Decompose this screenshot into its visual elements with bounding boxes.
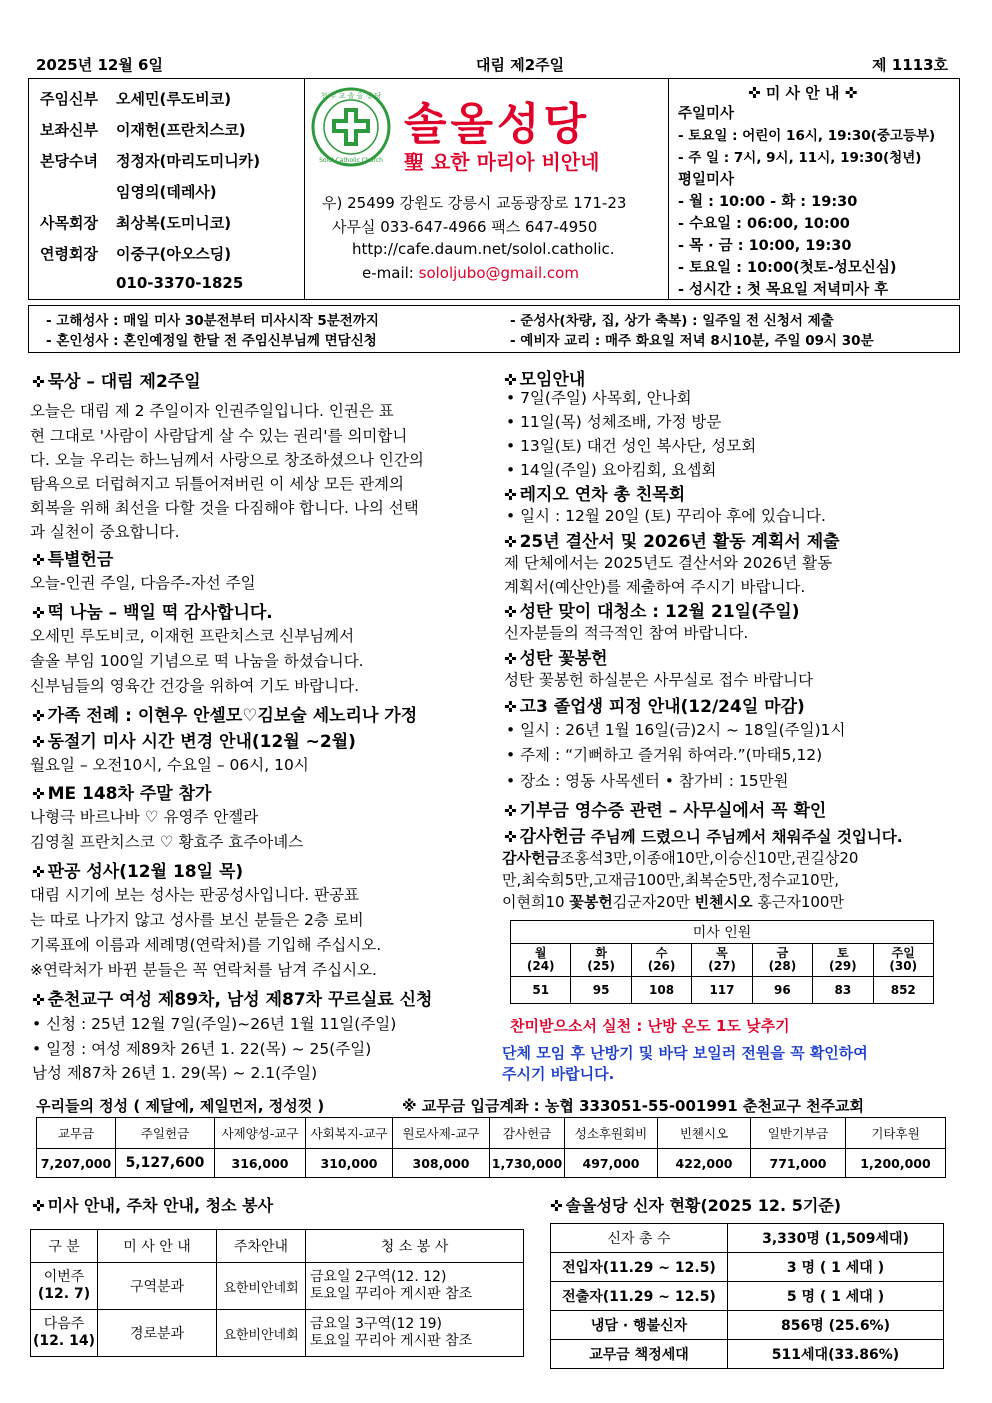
- judgment-line: 는 따로 나가지 않고 성사를 보신 분들은 2층 로비: [30, 911, 364, 929]
- meeting-line: • 11일(목) 성체조배, 가정 방문: [506, 413, 722, 431]
- special-offering-title: 특별헌금: [47, 550, 114, 570]
- meditation-line: 탐욕으로 더럽혀지고 뒤틀어져버린 이 세상 모든 관계의: [30, 475, 404, 493]
- retreat-line: • 일시 : 26년 1월 16일(금)2시 ~ 18일(주일)1시: [506, 721, 846, 739]
- offering-header: 일반기부금: [751, 1118, 846, 1149]
- members-value: 5 명 ( 1 세대 ): [728, 1282, 944, 1311]
- clover-icon: ✜: [504, 533, 517, 551]
- thanks-line: 만,최숙희5만,고재금100만,최복순5만,정수교10만,: [502, 871, 839, 889]
- creation-title: 찬미받으소서 실천 : 난방 온도 1도 낮추기: [510, 1017, 790, 1035]
- mass-line: - 토요일 : 어린이 16시, 19:30(중고등부): [678, 128, 936, 144]
- staff-row: 주임신부 오세민(루도비코): [40, 90, 232, 108]
- attendance-day: 주일 (30): [873, 944, 933, 977]
- offering-value: 310,000: [306, 1149, 393, 1178]
- creation-line: 단체 모임 후 난방기 및 바닥 보일러 전원을 꼭 확인하여: [502, 1044, 868, 1062]
- clover-icon: ✜: [504, 698, 517, 716]
- rice-cake-title-row: [32, 598, 273, 623]
- svg-text:Solol Catholic Church: Solol Catholic Church: [319, 157, 383, 164]
- offering-header: 원로사제-교구: [393, 1118, 490, 1149]
- meeting-title: 모임안내: [519, 370, 586, 390]
- notice-marriage: - 혼인성사 : 혼인예정일 한달 전 주임신부님께 면담신청: [46, 333, 377, 349]
- flower-title: 성탄 꽃봉헌: [519, 649, 608, 669]
- parish-address: 우) 25499 강원도 강릉시 교동광장로 171-23: [322, 194, 627, 212]
- notice-confession: - 고해성사 : 매일 미사 30분전부터 미사시작 5분전까지: [46, 313, 379, 329]
- offering-header: 감사헌금: [490, 1118, 565, 1149]
- thanks-text: 이현희10: [502, 893, 570, 911]
- flower-offering-label: 꽃봉헌: [569, 893, 613, 911]
- clover-icon: ✜: [32, 373, 45, 391]
- members-label: 신자 총 수: [551, 1224, 728, 1253]
- liturgical-week: 대림 제2주일: [476, 56, 565, 74]
- thanks-text: 조홍석3만,이종애10만,이승신10만,권길상20: [559, 849, 859, 867]
- service-cleaning: 금요일 3구역(12 19) 토요일 꾸리아 게시판 참조: [306, 1310, 524, 1357]
- clover-icon: ✜: [844, 84, 858, 102]
- attendance-day: 월 (24): [511, 944, 571, 977]
- service-header: 구 분: [31, 1230, 98, 1263]
- clover-icon: ✜: [32, 991, 45, 1009]
- parish-patron: 聖 요한 마리아 비안네: [404, 150, 600, 174]
- mass-line: 주일미사: [678, 106, 735, 122]
- staff-row: 본당수녀 정정자(마리도미니카): [40, 152, 261, 170]
- retreat-title-row: [504, 692, 805, 717]
- offering-header: 기타후원: [846, 1118, 946, 1149]
- divider: [668, 78, 669, 300]
- retreat-line: • 장소 : 영동 사목센터 • 참가비 : 15만원: [506, 772, 789, 790]
- judgment-line: ※연락처가 바뀐 분들은 꼭 연락처를 남겨 주십시오.: [30, 961, 377, 979]
- me-title-row: [32, 779, 211, 804]
- rice-cake-line: 오세민 루도비코, 이재헌 프란치스코 신부님께서: [30, 627, 355, 645]
- clover-icon: ✜: [32, 785, 45, 803]
- winter-mass-title-row: [32, 727, 356, 752]
- thanks-text: 김군자20만: [612, 893, 695, 911]
- staff-row: 사목회장 최상복(도미니코): [40, 214, 232, 232]
- service-table-wrap: [30, 1229, 524, 1357]
- attendance-table-wrap: [510, 920, 934, 1004]
- service-table: [30, 1229, 524, 1357]
- clover-icon: ✜: [504, 486, 517, 504]
- offering-account: ※ 교무금 입금계좌 : 농협 333051-55-001991 춘천교구 천주교회: [402, 1097, 865, 1115]
- cursillo-title: 춘천교구 여성 제89차, 남성 제87차 꾸르실료 신청: [47, 990, 433, 1010]
- staff-row: 임영의(데레사): [116, 183, 217, 201]
- attendance-count: 95: [571, 977, 631, 1004]
- cleaning-title-row: [504, 597, 799, 622]
- service-week: 다음주 (12. 14): [31, 1310, 98, 1357]
- clover-icon: ✜: [504, 828, 517, 846]
- plan-title-row: [504, 527, 840, 552]
- flower-text: 성탄 꽃봉헌 하실분은 사무실로 접수 바랍니다: [504, 671, 814, 689]
- offering-table: [36, 1117, 946, 1178]
- service-cleaning: 금요일 2구역(12. 12) 토요일 꾸리아 게시판 참조: [306, 1263, 524, 1310]
- notice-catechism: - 예비자 교리 : 매주 화요일 저녁 8시10분, 주일 09시 30분: [510, 333, 874, 349]
- members-label: 전출자(11.29 ~ 12.5): [551, 1282, 728, 1311]
- me-line: 김영칠 프란치스코 ♡ 황효주 효주아녜스: [30, 833, 304, 851]
- clover-icon: ✜: [504, 603, 517, 621]
- meditation-line: 다. 오늘 우리는 하느님께서 사랑으로 창조하셨으나 인간의: [30, 451, 424, 469]
- cursillo-line: 남성 제87차 26년 1. 29(목) ~ 2.1(주일): [32, 1064, 318, 1082]
- service-mass: 구역분과: [98, 1263, 217, 1310]
- cursillo-title-row: [32, 985, 432, 1010]
- divider: [304, 78, 305, 300]
- attendance-day: 목 (27): [692, 944, 752, 977]
- service-title: 미사 안내, 주차 안내, 청소 봉사: [47, 1196, 274, 1215]
- members-title-row: [550, 1193, 841, 1216]
- winter-mass-title: 동절기 미사 시간 변경 안내(12월 ~2월): [47, 732, 356, 752]
- receipt-title-row: [504, 796, 826, 821]
- attendance-day: 수 (26): [631, 944, 691, 977]
- creation-line: 주시기 바랍니다.: [502, 1065, 615, 1083]
- judgment-title: 판공 성사(12월 18일 목): [47, 862, 244, 882]
- meeting-line: • 13일(토) 대건 성인 복사단, 성모회: [506, 437, 757, 455]
- plan-title: 25년 결산서 및 2026년 활동 계획서 제출: [519, 532, 840, 552]
- thanks-title-row: [504, 822, 903, 847]
- mass-line: 평일미사: [678, 172, 735, 188]
- issue-date: 2025년 12월 6일: [36, 56, 163, 74]
- offering-value: 771,000: [751, 1149, 846, 1178]
- clover-icon: ✜: [32, 863, 45, 881]
- offering-header: 성소후원회비: [565, 1118, 658, 1149]
- attendance-table: [510, 920, 934, 1004]
- mass-line: - 월 : 10:00 - 화 : 19:30: [678, 194, 858, 210]
- meeting-line: • 14일(주일) 요아킴회, 요셉회: [506, 461, 717, 479]
- service-parking: 요한비안네회: [217, 1310, 306, 1357]
- meditation-line: 회복을 위해 최선을 다할 것을 다짐해야 합니다. 나의 선택: [30, 499, 419, 517]
- mass-line: - 목 · 금 : 10:00, 19:30: [678, 238, 852, 254]
- meditation-line: 현 그대로 '사람이 사람답게 살 수 있는 권리'를 의미합니: [30, 427, 408, 445]
- attendance-day: 토 (29): [813, 944, 873, 977]
- parish-email[interactable]: sololjubo@gmail.com: [418, 264, 579, 282]
- members-value: 856명 (25.6%): [728, 1311, 944, 1340]
- offering-value: 497,000: [565, 1149, 658, 1178]
- attendance-count: 51: [511, 977, 571, 1004]
- attendance-day: 금 (28): [752, 944, 812, 977]
- clover-icon: ✜: [32, 604, 45, 622]
- mass-line: - 주 일 : 7시, 9시, 11시, 19:30(청년): [678, 150, 922, 166]
- service-title-row: [32, 1193, 273, 1216]
- attendance-count: 96: [752, 977, 812, 1004]
- attendance-count: 117: [692, 977, 752, 1004]
- thanks-line: [502, 846, 858, 870]
- receipt-title: 기부금 영수증 관련 – 사무실에서 꼭 확인: [519, 801, 827, 821]
- service-parking: 요한비안네회: [217, 1263, 306, 1310]
- cursillo-line: • 일정 : 여성 제89차 26년 1. 22(목) ~ 25(주일): [32, 1040, 372, 1058]
- offering-header: 주일헌금: [116, 1118, 215, 1149]
- attendance-count: 108: [631, 977, 691, 1004]
- clover-icon: ✜: [504, 371, 517, 389]
- offering-value: 5,127,600: [116, 1149, 215, 1178]
- offering-value: 1,200,000: [846, 1149, 946, 1178]
- special-offering-title-row: [32, 545, 113, 570]
- staff-row: 연령회장 이중구(아오스딩): [40, 245, 232, 263]
- attendance-day: 화 (25): [571, 944, 631, 977]
- retreat-line: • 주제 : “기뻐하고 즐거워 하여라.”(마태5,12): [506, 746, 823, 764]
- legio-text: • 일시 : 12월 20일 (토) 꾸리아 후에 있습니다.: [506, 507, 826, 525]
- offering-header: 사제양성-교구: [215, 1118, 306, 1149]
- vincent-label: 빈첸시오: [694, 893, 753, 911]
- mass-info-title-row: [748, 82, 857, 103]
- offering-title: 우리들의 정성 ( 제달에, 제일먼저, 정성껏 ): [36, 1097, 325, 1115]
- attendance-count: 852: [873, 977, 933, 1004]
- plan-line: 계획서(예산안)를 제출하여 주시기 바랍니다.: [504, 578, 806, 596]
- special-offering-text: 오늘-인권 주일, 다음주-자선 주일: [30, 574, 256, 592]
- clover-icon: ✜: [504, 650, 517, 668]
- staff-row: 보좌신부 이재헌(프란치스코): [40, 121, 246, 139]
- meeting-line: • 7일(주일) 사목회, 안나회: [506, 389, 692, 407]
- judgment-line: 기록표에 이름과 세례명(연락처)를 기입해 주십시오.: [30, 936, 382, 954]
- offering-header: 빈첸시오: [658, 1118, 751, 1149]
- service-header: 청 소 봉 사: [306, 1230, 524, 1263]
- issue-number: 제 1113호: [872, 56, 948, 74]
- offering-value: 316,000: [215, 1149, 306, 1178]
- offering-value: 422,000: [658, 1149, 751, 1178]
- parish-name: 솔올성당: [404, 99, 591, 150]
- members-table: [550, 1223, 944, 1369]
- service-week: 이번주 (12. 7): [31, 1263, 98, 1310]
- family-liturgy-title: 가족 전례 : 이현우 안셀모♡김보술 세노리나 가정: [47, 706, 418, 726]
- members-value: 3 명 ( 1 세대 ): [728, 1253, 944, 1282]
- meditation-line: 오늘은 대림 제 2 주일이자 인권주일입니다. 인권은 표: [30, 402, 394, 420]
- offering-table-wrap: [36, 1117, 946, 1178]
- offering-value: 7,207,000: [37, 1149, 116, 1178]
- thanks-title: 감사헌금: [519, 827, 586, 847]
- thanks-line: [502, 890, 844, 914]
- members-label: 전입자(11.29 ~ 12.5): [551, 1253, 728, 1282]
- clover-icon: ✜: [550, 1197, 563, 1215]
- members-label: 교무금 책정세대: [551, 1340, 728, 1369]
- mass-line: - 수요일 : 06:00, 10:00: [678, 216, 850, 232]
- thanks-text: 홍근자100만: [752, 893, 844, 911]
- mass-line: - 토요일 : 10:00(첫토-성모신심): [678, 260, 897, 276]
- parish-logo: [310, 86, 392, 168]
- clover-icon: ✜: [32, 707, 45, 725]
- clover-icon: ✜: [32, 733, 45, 751]
- rice-cake-line: 신부님들의 영육간 건강을 위하여 기도 바랍니다.: [30, 677, 360, 695]
- clover-icon: ✜: [32, 551, 45, 569]
- offering-value: 308,000: [393, 1149, 490, 1178]
- mass-info-title: 미 사 안 내: [765, 84, 840, 102]
- cleaning-title: 성탄 맞이 대청소 : 12월 21일(주일): [519, 602, 800, 622]
- parish-website[interactable]: http://cafe.daum.net/solol.catholic.: [352, 240, 615, 258]
- staff-row: 010-3370-1825: [116, 274, 244, 292]
- clover-icon: ✜: [32, 1197, 45, 1215]
- parish-phone: 사무실 033-647-4966 팩스 647-4950: [332, 218, 598, 236]
- offering-header: 사회복지-교구: [306, 1118, 393, 1149]
- parish-logo-icon: [310, 86, 392, 168]
- meditation-title: 묵상 – 대림 제2주일: [47, 372, 201, 392]
- offering-header: 교무금: [37, 1118, 116, 1149]
- rice-cake-line: 솔올 부임 100일 기념으로 떡 나눔을 하셨습니다.: [30, 652, 364, 670]
- retreat-title: 고3 졸업생 피정 안내(12/24일 마감): [519, 697, 805, 717]
- me-line: 나형극 바르나바 ♡ 유영주 안젤라: [30, 808, 259, 826]
- meditation-title-row: [32, 367, 201, 392]
- flower-title-row: [504, 644, 608, 669]
- members-table-wrap: [550, 1223, 944, 1369]
- service-header: 미 사 안 내: [98, 1230, 217, 1263]
- members-value: 3,330명 (1,509세대): [728, 1224, 944, 1253]
- offering-value: 1,730,000: [490, 1149, 565, 1178]
- cleaning-text: 신자분들의 적극적인 참여 바랍니다.: [504, 624, 749, 642]
- svg-text:천 주 교 솔 올 성 당: 천 주 교 솔 올 성 당: [320, 92, 382, 100]
- parish-email-row: [362, 264, 579, 282]
- legio-title: 레지오 연차 총 친목회: [519, 485, 686, 505]
- notice-blessing: - 준성사(차량, 집, 상가 축복) : 일주일 전 신청서 제출: [510, 313, 834, 329]
- legio-title-row: [504, 480, 685, 505]
- members-value: 511세대(33.86%): [728, 1340, 944, 1369]
- clover-icon: ✜: [504, 802, 517, 820]
- thanks-title-rest: 주님께 드렸으니 주님께서 채워주실 것입니다.: [585, 828, 903, 846]
- me-title: ME 148차 주말 참가: [47, 784, 212, 804]
- judgment-line: 대림 시기에 보는 성사는 판공성사입니다. 판공표: [30, 886, 360, 904]
- service-mass: 경로분과: [98, 1310, 217, 1357]
- attendance-title: 미사 인원: [511, 921, 934, 944]
- plan-line: 제 단체에서는 2025년도 결산서와 2026년 활동: [504, 554, 833, 572]
- members-title: 솔올성당 신자 현황(2025 12. 5기준): [565, 1196, 842, 1215]
- service-header: 주차안내: [217, 1230, 306, 1263]
- email-label: e-mail:: [362, 264, 414, 282]
- cursillo-line: • 신청 : 25년 12월 7일(주일)~26년 1월 11일(주일): [32, 1015, 397, 1033]
- attendance-count: 83: [813, 977, 873, 1004]
- meditation-line: 과 실천이 중요합니다.: [30, 523, 180, 541]
- rice-cake-title: 떡 나눔 – 백일 떡 감사합니다.: [47, 603, 273, 623]
- clover-icon: ✜: [748, 84, 761, 102]
- mass-line: - 성시간 : 첫 목요일 저녁미사 후: [678, 282, 889, 298]
- thanks-label: 감사헌금: [502, 849, 560, 867]
- family-liturgy-title-row: [32, 701, 417, 726]
- judgment-title-row: [32, 857, 243, 882]
- members-label: 냉담 · 행불신자: [551, 1311, 728, 1340]
- winter-mass-text: 월요일 – 오전10시, 수요일 – 06시, 10시: [30, 756, 309, 774]
